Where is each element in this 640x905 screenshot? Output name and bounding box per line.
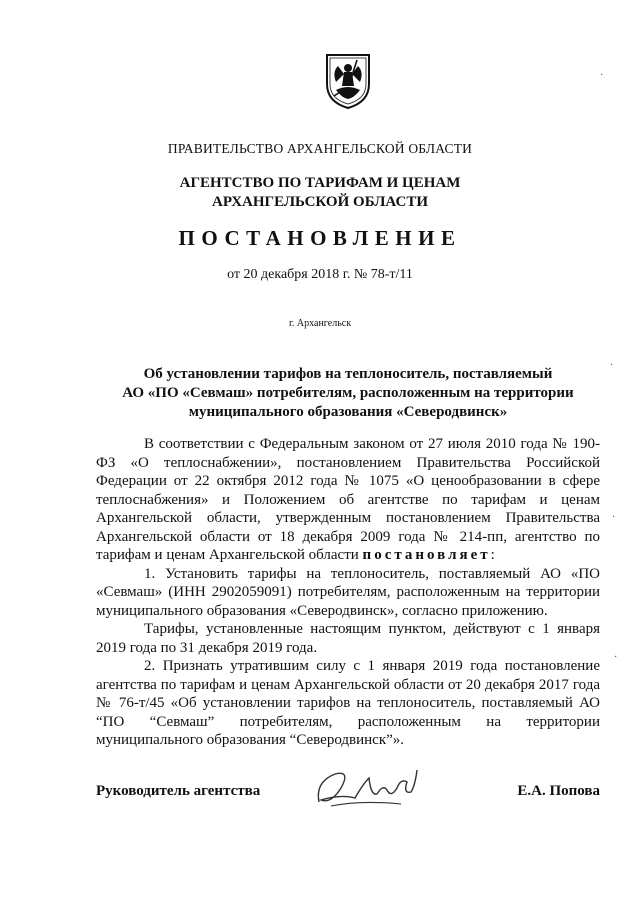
paragraph-item-2: 2. Признать утратившим силу с 1 января 2019 года постановление агентства по тарифам и ценам Архангельской области от 20 декабря 2017 года № 76-т/45 «Об установлении тарифов на теплоноситель, поставляемый АО “ПО “Севмаш” потребителям, расположенным на территории муниципального образования “Северодвинск”». [96,658,600,748]
agency-name-line1: АГЕНТСТВО ПО ТАРИФАМ И ЦЕНАМ [179,175,461,191]
scan-mark: · [600,70,604,81]
preamble-end: : [490,547,495,563]
subject-line1: Об установлении тарифов на теплоноситель, поставляемый [143,366,553,382]
paragraph-preamble [96,435,600,565]
signatory-position: Руководитель агентства [96,783,261,799]
scan-mark: · [612,512,616,523]
signature-block [96,780,600,804]
signatory-name: Е.А. Попова [517,783,600,799]
subject-line3: муниципального образования «Северодвинск» [188,404,508,420]
scan-mark: · [610,360,614,371]
document-type: ПОСТАНОВЛЕНИЕ [178,226,462,250]
document-subject [90,365,606,422]
subject-line2: АО «ПО «Севмаш» потребителям, расположенным на территории [122,385,574,401]
paragraph-validity: Тарифы, установленные настоящим пунктом, действуют с 1 января 2019 года по 31 декабря 2019 года. [96,621,600,656]
document-body [96,435,600,750]
document-date-number: от 20 декабря 2018 г. № 78-т/11 [227,267,413,282]
agency-name-line2: АРХАНГЕЛЬСКОЙ ОБЛАСТИ [212,194,428,210]
preamble-text: В соответствии с Федеральным законом от 27 июля 2010 года № 190-ФЗ «О теплоснабжении», постановлением Правительства Российской Федерации от 22 октября 2012 года № 1075 «О ценообразовании в сфере теплоснабжения» и Положением об агентстве по тарифам и ценам Архангельской области, утвержденным постановлением Правительства Архангельской области от 18 декабря 2009 года № 214-пп, агентство по тарифам и ценам Архангельской области [96,436,600,563]
agency-name [0,174,640,212]
government-name: ПРАВИТЕЛЬСТВО АРХАНГЕЛЬСКОЙ ОБЛАСТИ [167,141,473,156]
document-place: г. Архангельск [288,318,352,329]
scan-mark: · [614,652,618,663]
paragraph-item-1: 1. Установить тарифы на теплоноситель, поставляемый АО «ПО «Севмаш» (ИНН 2902059091) потребителям, расположенным на территории муниципального образования «Северодвинск», согласно приложению. [96,565,600,619]
handwritten-signature [311,764,421,816]
decides-word: постановляет [362,547,491,563]
coat-of-arms-icon [324,52,372,110]
